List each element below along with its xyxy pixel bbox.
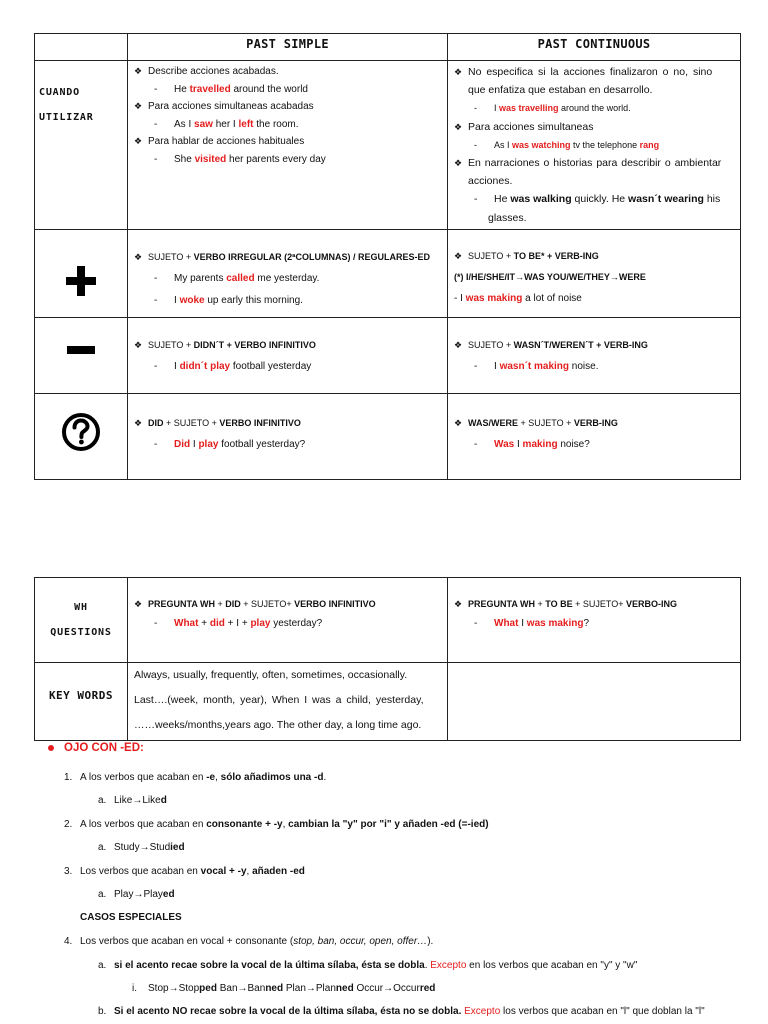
plus-ps-cell: ❖ SUJETO + VERBO IRREGULAR (2ªCOLUMNAS) / REGULARES-ED - My parents called me yesterday. - I woke up early this morning. bbox=[128, 230, 448, 318]
plus-icon-cell bbox=[35, 230, 128, 318]
header-past-simple: PAST SIMPLE bbox=[128, 34, 448, 61]
label-cuando-utilizar bbox=[35, 61, 128, 230]
casos-especiales: CASOS ESPECIALES bbox=[80, 912, 182, 923]
minus-icon-cell bbox=[35, 318, 128, 394]
corner-cell bbox=[35, 34, 128, 61]
keywords-empty-cell bbox=[448, 663, 741, 741]
label-utilizar: UTILIZAR bbox=[39, 112, 94, 123]
red-bullet-icon bbox=[48, 745, 54, 751]
cuando-ps-b2: Para acciones simultaneas acabadas bbox=[148, 101, 314, 113]
wh-keywords-table bbox=[34, 577, 741, 741]
minus-ps-cell: ❖ SUJETO + DIDN´T + VERBO INFINITIVO - I didn´t play football yesterday bbox=[128, 318, 448, 394]
cuando-ps-cell: ❖ Describe acciones acabadas. - He travelled around the world ❖ Para acciones simultaneas acabadas - As I saw her I left the room. ❖ Para hablar de acciones habituales - She visited her parents every day bbox=[128, 61, 448, 230]
cuando-pc-cell: ❖ No especifica si la acciones finalizaron o no, sino que enfatiza que estaban en desarrollo. - I was travelling around the world. ❖ Para acciones simultaneas - As I was watching tv the telephone rang ❖ En narraciones o historias para describir o ambientar acciones. - He was walking quickly. He wasn´t wearing his glasses. bbox=[448, 61, 741, 230]
label-key-words: KEY WORDS bbox=[35, 663, 128, 741]
question-pc-cell: ❖ WAS/WERE + SUJETO + VERB-ING - Was I making noise? bbox=[448, 394, 741, 480]
label-wh-questions: WH QUESTIONS bbox=[35, 578, 128, 663]
minus-pc-cell: ❖ SUJETO + WASN´T/WEREN´T + VERB-ING - I wasn´t making noise. bbox=[448, 318, 741, 394]
notes-title: OJO CON -ED: bbox=[64, 742, 144, 754]
wh-ps-cell: ❖ PREGUNTA WH + DID + SUJETO+ VERBO INFINITIVO - What + did + I + play yesterday? bbox=[128, 578, 448, 663]
cuando-ps-b1: Describe acciones acabadas. bbox=[148, 66, 279, 77]
keywords-cell: Always, usually, frequently, often, sometimes, occasionally. Last….(week, month, year), When I was a child, yesterday, ……weeks/months,years ago. The other day, a long time ago. bbox=[128, 663, 448, 741]
plus-icon bbox=[66, 266, 96, 296]
header-past-continuous: PAST CONTINUOUS bbox=[448, 34, 741, 61]
question-ps-cell: ❖ DID + SUJETO + VERBO INFINITIVO - Did I play football yesterday? bbox=[128, 394, 448, 480]
cuando-ps-b3: Para hablar de acciones habituales bbox=[148, 136, 305, 148]
label-cuando: CUANDO bbox=[39, 87, 80, 98]
wh-pc-cell: ❖ PREGUNTA WH + TO BE + SUJETO+ VERBO-ING - What I was making? bbox=[448, 578, 741, 663]
question-circle-icon bbox=[59, 410, 103, 457]
plus-pc-cell: ❖ SUJETO + TO BE* + VERB-ING (*) I/HE/SHE/IT→WAS YOU/WE/THEY→WERE - I was making a lot of noise bbox=[448, 230, 741, 318]
question-icon-cell bbox=[35, 394, 128, 480]
grammar-table bbox=[34, 33, 741, 480]
minus-icon bbox=[67, 346, 95, 354]
